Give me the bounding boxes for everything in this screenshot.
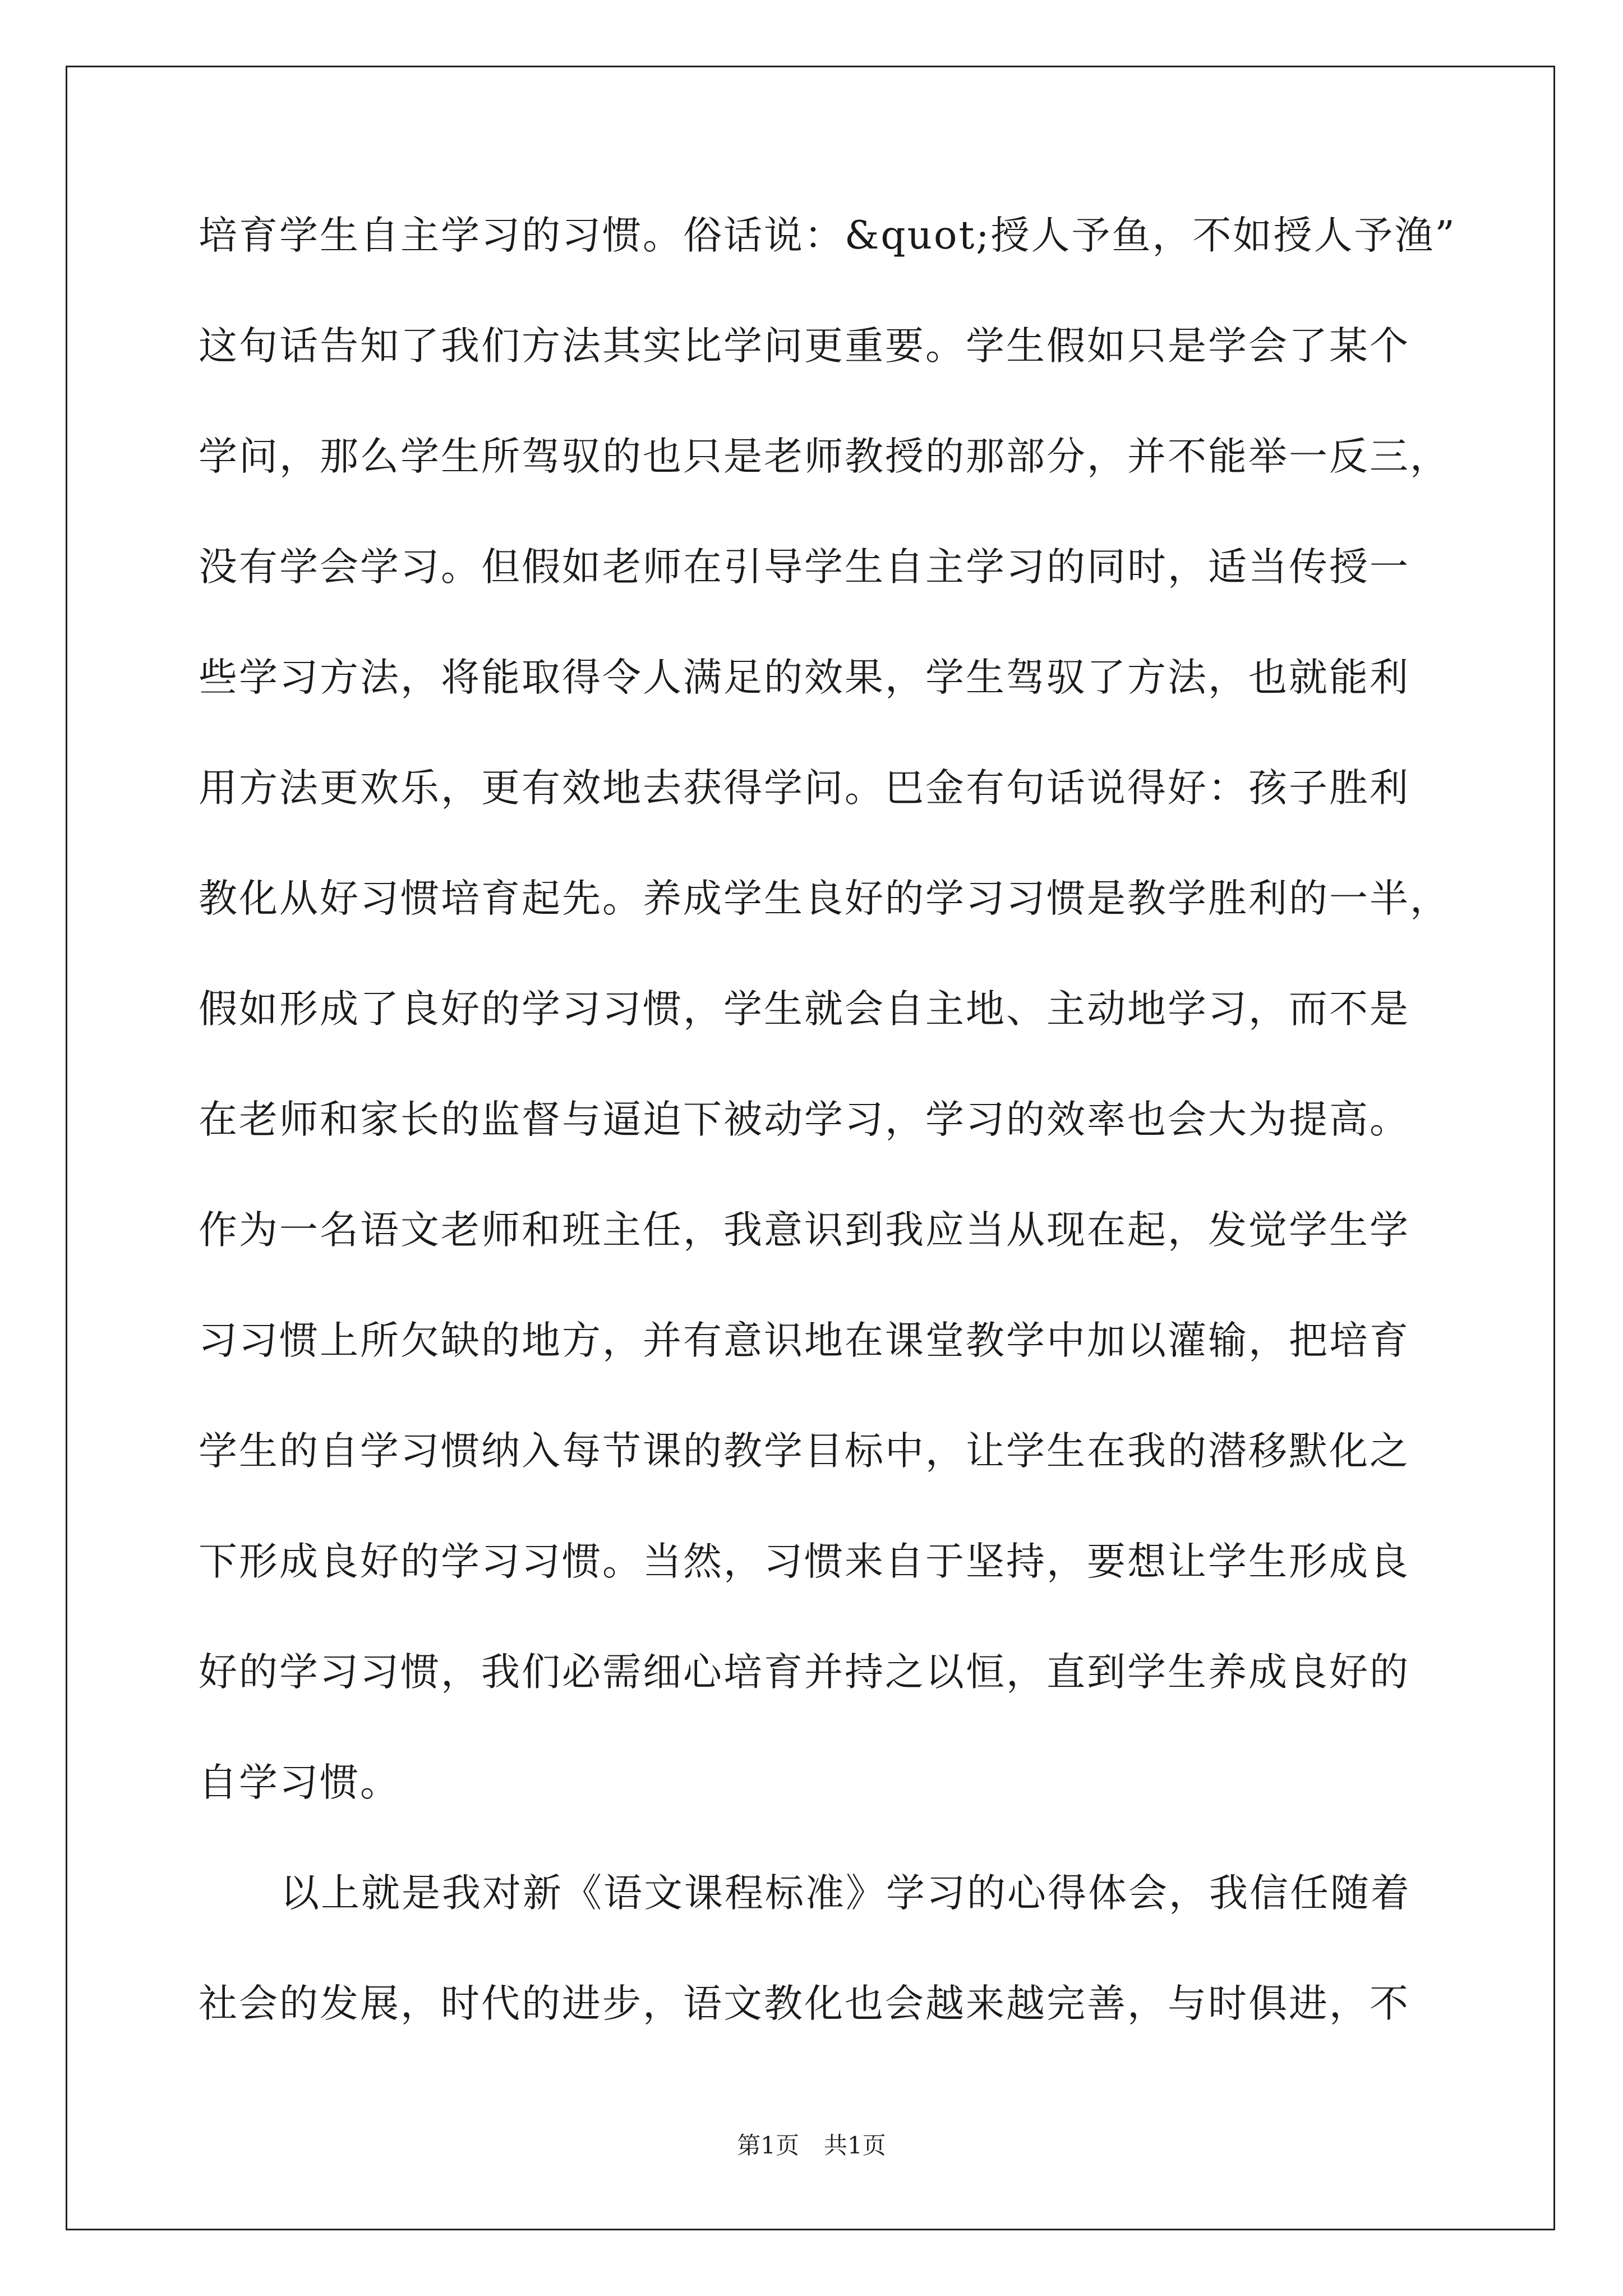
text-line: 作为一名语文老师和班主任，我意识到我应当从现在起，发觉学生学 <box>199 1208 1410 1253</box>
page-number-current: 第1页 <box>737 2132 799 2159</box>
text-line: 用方法更欢乐，更有效地去获得学问。巴金有句话说得好：孩子胜利 <box>199 766 1410 811</box>
document-body <box>199 202 1456 2081</box>
text-line: 教化从好习惯培育起先。养成学生良好的学习习惯是教学胜利的一半， <box>199 876 1450 921</box>
text-line: 在老师和家长的监督与逼迫下被动学习，学习的效率也会大为提高。 <box>199 1097 1410 1142</box>
text-line: 好的学习习惯，我们必需细心培育并持之以恒，直到学生养成良好的 <box>199 1650 1410 1695</box>
text-line: 假如形成了良好的学习习惯，学生就会自主地、主动地学习，而不是 <box>199 987 1410 1032</box>
text-line: 自学习惯。 <box>199 1760 400 1805</box>
text-line: 这句话告知了我们方法其实比学问更重要。学生假如只是学会了某个 <box>199 324 1410 369</box>
text-line: 下形成良好的学习习惯。当然，习惯来自于坚持，要想让学生形成良 <box>199 1539 1410 1584</box>
text-line: 学生的自学习惯纳入每节课的教学目标中，让学生在我的潜移默化之 <box>199 1429 1410 1474</box>
text-line: 些学习方法，将能取得令人满足的效果，学生驾驭了方法，也就能利 <box>199 655 1410 700</box>
page-footer <box>0 2127 1623 2161</box>
text-line: 没有学会学习。但假如老师在引导学生自主学习的同时，适当传授一 <box>199 545 1410 590</box>
text-line: 培育学生自主学习的习惯。俗话说：&quot;授人予鱼，不如授人予渔” <box>199 213 1456 258</box>
paragraph-first-line: 以上就是我对新《语文课程标准》学习的心得体会，我信任随着 <box>280 1871 1411 1916</box>
text-line: 社会的发展，时代的进步，语文教化也会越来越完善，与时俱进，不 <box>199 1981 1410 2026</box>
text-line: 学问，那么学生所驾驭的也只是老师教授的那部分，并不能举一反三， <box>199 434 1450 479</box>
text-line: 习习惯上所欠缺的地方，并有意识地在课堂教学中加以灌输，把培育 <box>199 1318 1410 1363</box>
page-number-total: 共1页 <box>824 2132 886 2159</box>
